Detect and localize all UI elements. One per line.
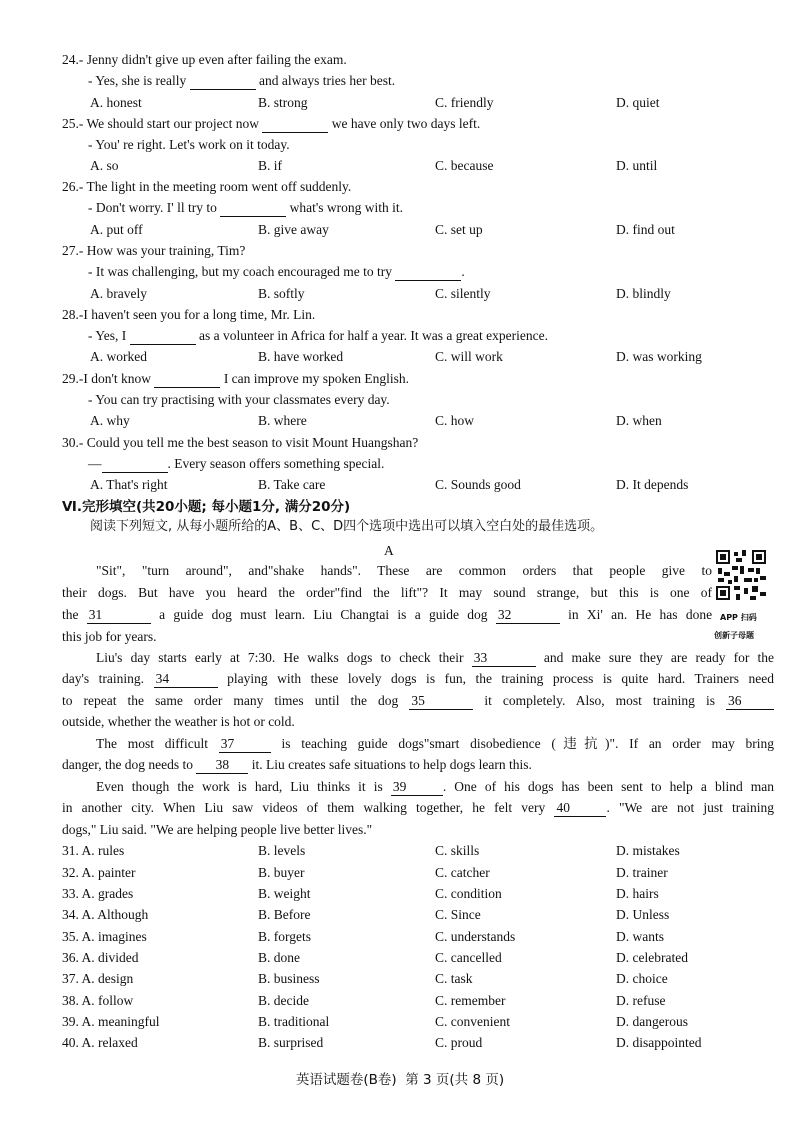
q28-response <box>88 328 548 345</box>
q36-option-c: C. cancelled <box>435 950 502 965</box>
blank-31: 31 <box>87 607 151 624</box>
q36-option-a: 36. A. divided <box>62 950 139 965</box>
q36-option-d: D. celebrated <box>616 950 688 965</box>
q24-response <box>88 73 395 90</box>
passage-p4-line3: dogs," Liu said. "We are helping people live better lives." <box>62 822 373 837</box>
p3-text-d: it. Liu creates safe situations to help dogs learn this. <box>251 757 532 772</box>
q28-option-d: D. was working <box>616 349 702 364</box>
q24-option-d: D. quiet <box>616 95 660 110</box>
passage-label: A <box>384 543 394 558</box>
q30-blank <box>102 456 168 473</box>
q36-option-b: B. done <box>258 950 300 965</box>
q30-option-b: B. Take care <box>258 477 326 492</box>
q24-response-pre: - Yes, she is really <box>88 73 187 88</box>
blank-38: 38 <box>196 757 248 774</box>
q35-option-a: 35. A. imagines <box>62 929 147 944</box>
p2-text-a: Liu's day starts early at 7:30. He walks dogs to check their <box>96 650 464 665</box>
blank-40: 40 <box>554 800 606 817</box>
q34-option-c: C. Since <box>435 907 481 922</box>
q27-response <box>88 264 465 281</box>
q29-option-a: A. why <box>90 413 130 428</box>
blank-37: 37 <box>219 736 271 753</box>
q28-response-post: as a volunteer in Africa for half a year. It was a great experience. <box>199 328 548 343</box>
q32-option-c: C. catcher <box>435 865 490 880</box>
q28-prompt: 28.-I haven't seen you for a long time, Mr. Lin. <box>62 307 316 322</box>
q27-option-d: D. blindly <box>616 286 671 301</box>
q29-option-c: C. how <box>435 413 475 428</box>
q34-option-d: D. Unless <box>616 907 670 922</box>
q26-blank <box>220 200 286 217</box>
section-instruction: 阅读下列短文, 从每小题所给的A、B、C、D四个选项中选出可以填入空白处的最佳选项。 <box>90 519 604 534</box>
blank-35: 35 <box>409 693 473 710</box>
passage-p2-line1 <box>96 650 774 667</box>
q39-option-c: C. convenient <box>435 1014 510 1029</box>
q27-response-post: . <box>461 264 465 279</box>
q29-prompt-pre: 29.-I don't know <box>62 371 152 386</box>
q33-option-c: C. condition <box>435 886 502 901</box>
blank-33: 33 <box>472 650 536 667</box>
p1-text-c: in Xi' an. He has done <box>568 607 713 622</box>
p1-text-a: the <box>62 607 79 622</box>
q29-prompt <box>62 371 409 388</box>
q29-blank <box>154 371 220 388</box>
q33-option-b: B. weight <box>258 886 311 901</box>
q37-option-a: 37. A. design <box>62 971 134 986</box>
q26-response-pre: - Don't worry. I' ll try to <box>88 200 217 215</box>
p4-text-d: . "We are not just training <box>606 800 775 815</box>
q24-response-post: and always tries her best. <box>259 73 396 88</box>
p3-text-b: is teaching guide dogs"smart disobedience (违抗)". If an order may bring <box>281 736 774 751</box>
q34-option-b: B. Before <box>258 907 311 922</box>
q27-prompt: 27.- How was your training, Tim? <box>62 243 246 258</box>
q29-option-b: B. where <box>258 413 307 428</box>
q31-option-b: B. levels <box>258 843 306 858</box>
q37-option-c: C. task <box>435 971 473 986</box>
q32-option-a: 32. A. painter <box>62 865 136 880</box>
q40-option-a: 40. A. relaxed <box>62 1035 138 1050</box>
q26-option-b: B. give away <box>258 222 329 237</box>
p4-text-a: Even though the work is hard, Liu thinks it is <box>96 779 383 794</box>
q30-prompt: 30.- Could you tell me the best season to visit Mount Huangshan? <box>62 435 419 450</box>
passage-p3-line2 <box>62 757 532 774</box>
q30-option-a: A. That's right <box>90 477 168 492</box>
q25-blank <box>262 116 328 133</box>
q30-option-d: D. It depends <box>616 477 689 492</box>
blank-36: 36 <box>726 693 774 710</box>
q24-prompt: 24.- Jenny didn't give up even after failing the exam. <box>62 52 347 67</box>
p3-text-c: danger, the dog needs to <box>62 757 194 772</box>
blank-32: 32 <box>496 607 560 624</box>
passage-p2-line4: outside, whether the weather is hot or cold. <box>62 714 295 729</box>
blank-39: 39 <box>391 779 443 796</box>
q27-option-b: B. softly <box>258 286 305 301</box>
passage-p4-line2 <box>62 800 774 817</box>
q26-option-c: C. set up <box>435 222 483 237</box>
p2-text-c: day's training. <box>62 671 145 686</box>
q30-response-post: . Every season offers something special. <box>167 456 385 471</box>
q40-option-b: B. surprised <box>258 1035 324 1050</box>
q27-blank <box>395 264 461 281</box>
p2-text-e: to repeat the same order many times until the dog <box>62 693 399 708</box>
q26-response <box>88 200 403 217</box>
q35-option-d: D. wants <box>616 929 664 944</box>
q26-response-post: what's wrong with it. <box>289 200 404 215</box>
p3-text-a: The most difficult <box>96 736 208 751</box>
q33-option-a: 33. A. grades <box>62 886 134 901</box>
passage-p2-line2 <box>62 671 774 688</box>
passage-p1-line4: this job for years. <box>62 629 157 644</box>
q35-option-c: C. understands <box>435 929 516 944</box>
passage-p1-line2: their dogs. But have you heard the order"find the lift"? It may sound strange, but this is one of <box>62 585 712 600</box>
q34-option-a: 34. A. Although <box>62 907 149 922</box>
q28-response-pre: - Yes, I <box>88 328 127 343</box>
q27-option-a: A. bravely <box>90 286 147 301</box>
q30-response-pre: — <box>88 456 102 471</box>
q25-option-a: A. so <box>90 158 119 173</box>
q39-option-a: 39. A. meaningful <box>62 1014 160 1029</box>
p2-text-f: it completely. Also, most training is <box>484 693 715 708</box>
q40-option-c: C. proud <box>435 1035 483 1050</box>
q27-response-pre: - It was challenging, but my coach encouraged me to try <box>88 264 393 279</box>
q38-option-d: D. refuse <box>616 993 666 1008</box>
qr-label-title: 创新子母题 <box>714 631 754 640</box>
q32-option-b: B. buyer <box>258 865 305 880</box>
q26-option-d: D. find out <box>616 222 675 237</box>
passage-p1-line3 <box>62 607 712 624</box>
section-title: Ⅵ.完形填空(共20小题; 每小题1分, 满分20分) <box>62 499 351 515</box>
passage-p2-line3 <box>62 693 774 710</box>
q24-option-c: C. friendly <box>435 95 494 110</box>
q31-option-a: 31. A. rules <box>62 843 125 858</box>
q30-option-c: C. Sounds good <box>435 477 521 492</box>
q38-option-c: C. remember <box>435 993 506 1008</box>
q24-blank <box>190 73 256 90</box>
q39-option-d: D. dangerous <box>616 1014 688 1029</box>
q26-prompt: 26.- The light in the meeting room went off suddenly. <box>62 179 352 194</box>
q29-response: - You can try practising with your classmates every day. <box>88 392 390 407</box>
passage-p4-line1 <box>96 779 774 796</box>
q24-option-a: A. honest <box>90 95 142 110</box>
q40-option-d: D. disappointed <box>616 1035 702 1050</box>
q32-option-d: D. trainer <box>616 865 668 880</box>
q31-option-c: C. skills <box>435 843 480 858</box>
q37-option-d: D. choice <box>616 971 668 986</box>
q25-response: - You' re right. Let's work on it today. <box>88 137 290 152</box>
q25-option-b: B. if <box>258 158 283 173</box>
q31-option-d: D. mistakes <box>616 843 680 858</box>
qr-label-app: APP 扫码 <box>720 613 757 622</box>
q37-option-b: B. business <box>258 971 320 986</box>
q33-option-d: D. hairs <box>616 886 659 901</box>
q25-prompt <box>62 116 480 133</box>
blank-34: 34 <box>154 671 218 688</box>
q24-option-b: B. strong <box>258 95 308 110</box>
q38-option-b: B. decide <box>258 993 309 1008</box>
q29-prompt-post: I can improve my spoken English. <box>223 371 410 386</box>
p2-text-b: and make sure they are ready for the <box>543 650 775 665</box>
q39-option-b: B. traditional <box>258 1014 330 1029</box>
q30-response <box>88 456 384 473</box>
q28-option-b: B. have worked <box>258 349 344 364</box>
q29-option-d: D. when <box>616 413 662 428</box>
passage-p1-line1: "Sit", "turn around", and"shake hands". These are common orders that people give to <box>96 563 712 578</box>
q28-option-c: C. will work <box>435 349 503 364</box>
q25-prompt-post: we have only two days left. <box>331 116 481 131</box>
p4-text-b: . One of his dogs has been sent to help a blind man <box>442 779 775 794</box>
q26-option-a: A. put off <box>90 222 143 237</box>
q25-prompt-pre: 25.- We should start our project now <box>62 116 260 131</box>
qr-code-icon <box>716 550 766 600</box>
p1-text-b: a guide dog must learn. Liu Changtai is a guide dog <box>159 607 488 622</box>
q25-option-c: C. because <box>435 158 494 173</box>
p4-text-c: in another city. When Liu saw videos of them walking together, he felt very <box>62 800 546 815</box>
p2-text-d: playing with these lovely dogs is fun, the training process is quite hard. Trainers need <box>227 671 775 686</box>
q27-option-c: C. silently <box>435 286 491 301</box>
q25-option-d: D. until <box>616 158 658 173</box>
passage-p3-line1 <box>96 736 774 753</box>
q28-blank <box>130 328 196 345</box>
page-footer: 英语试题卷(B卷) 第 3 页(共 8 页) <box>295 1072 505 1088</box>
q35-option-b: B. forgets <box>258 929 311 944</box>
q28-option-a: A. worked <box>90 349 147 364</box>
q38-option-a: 38. A. follow <box>62 993 134 1008</box>
